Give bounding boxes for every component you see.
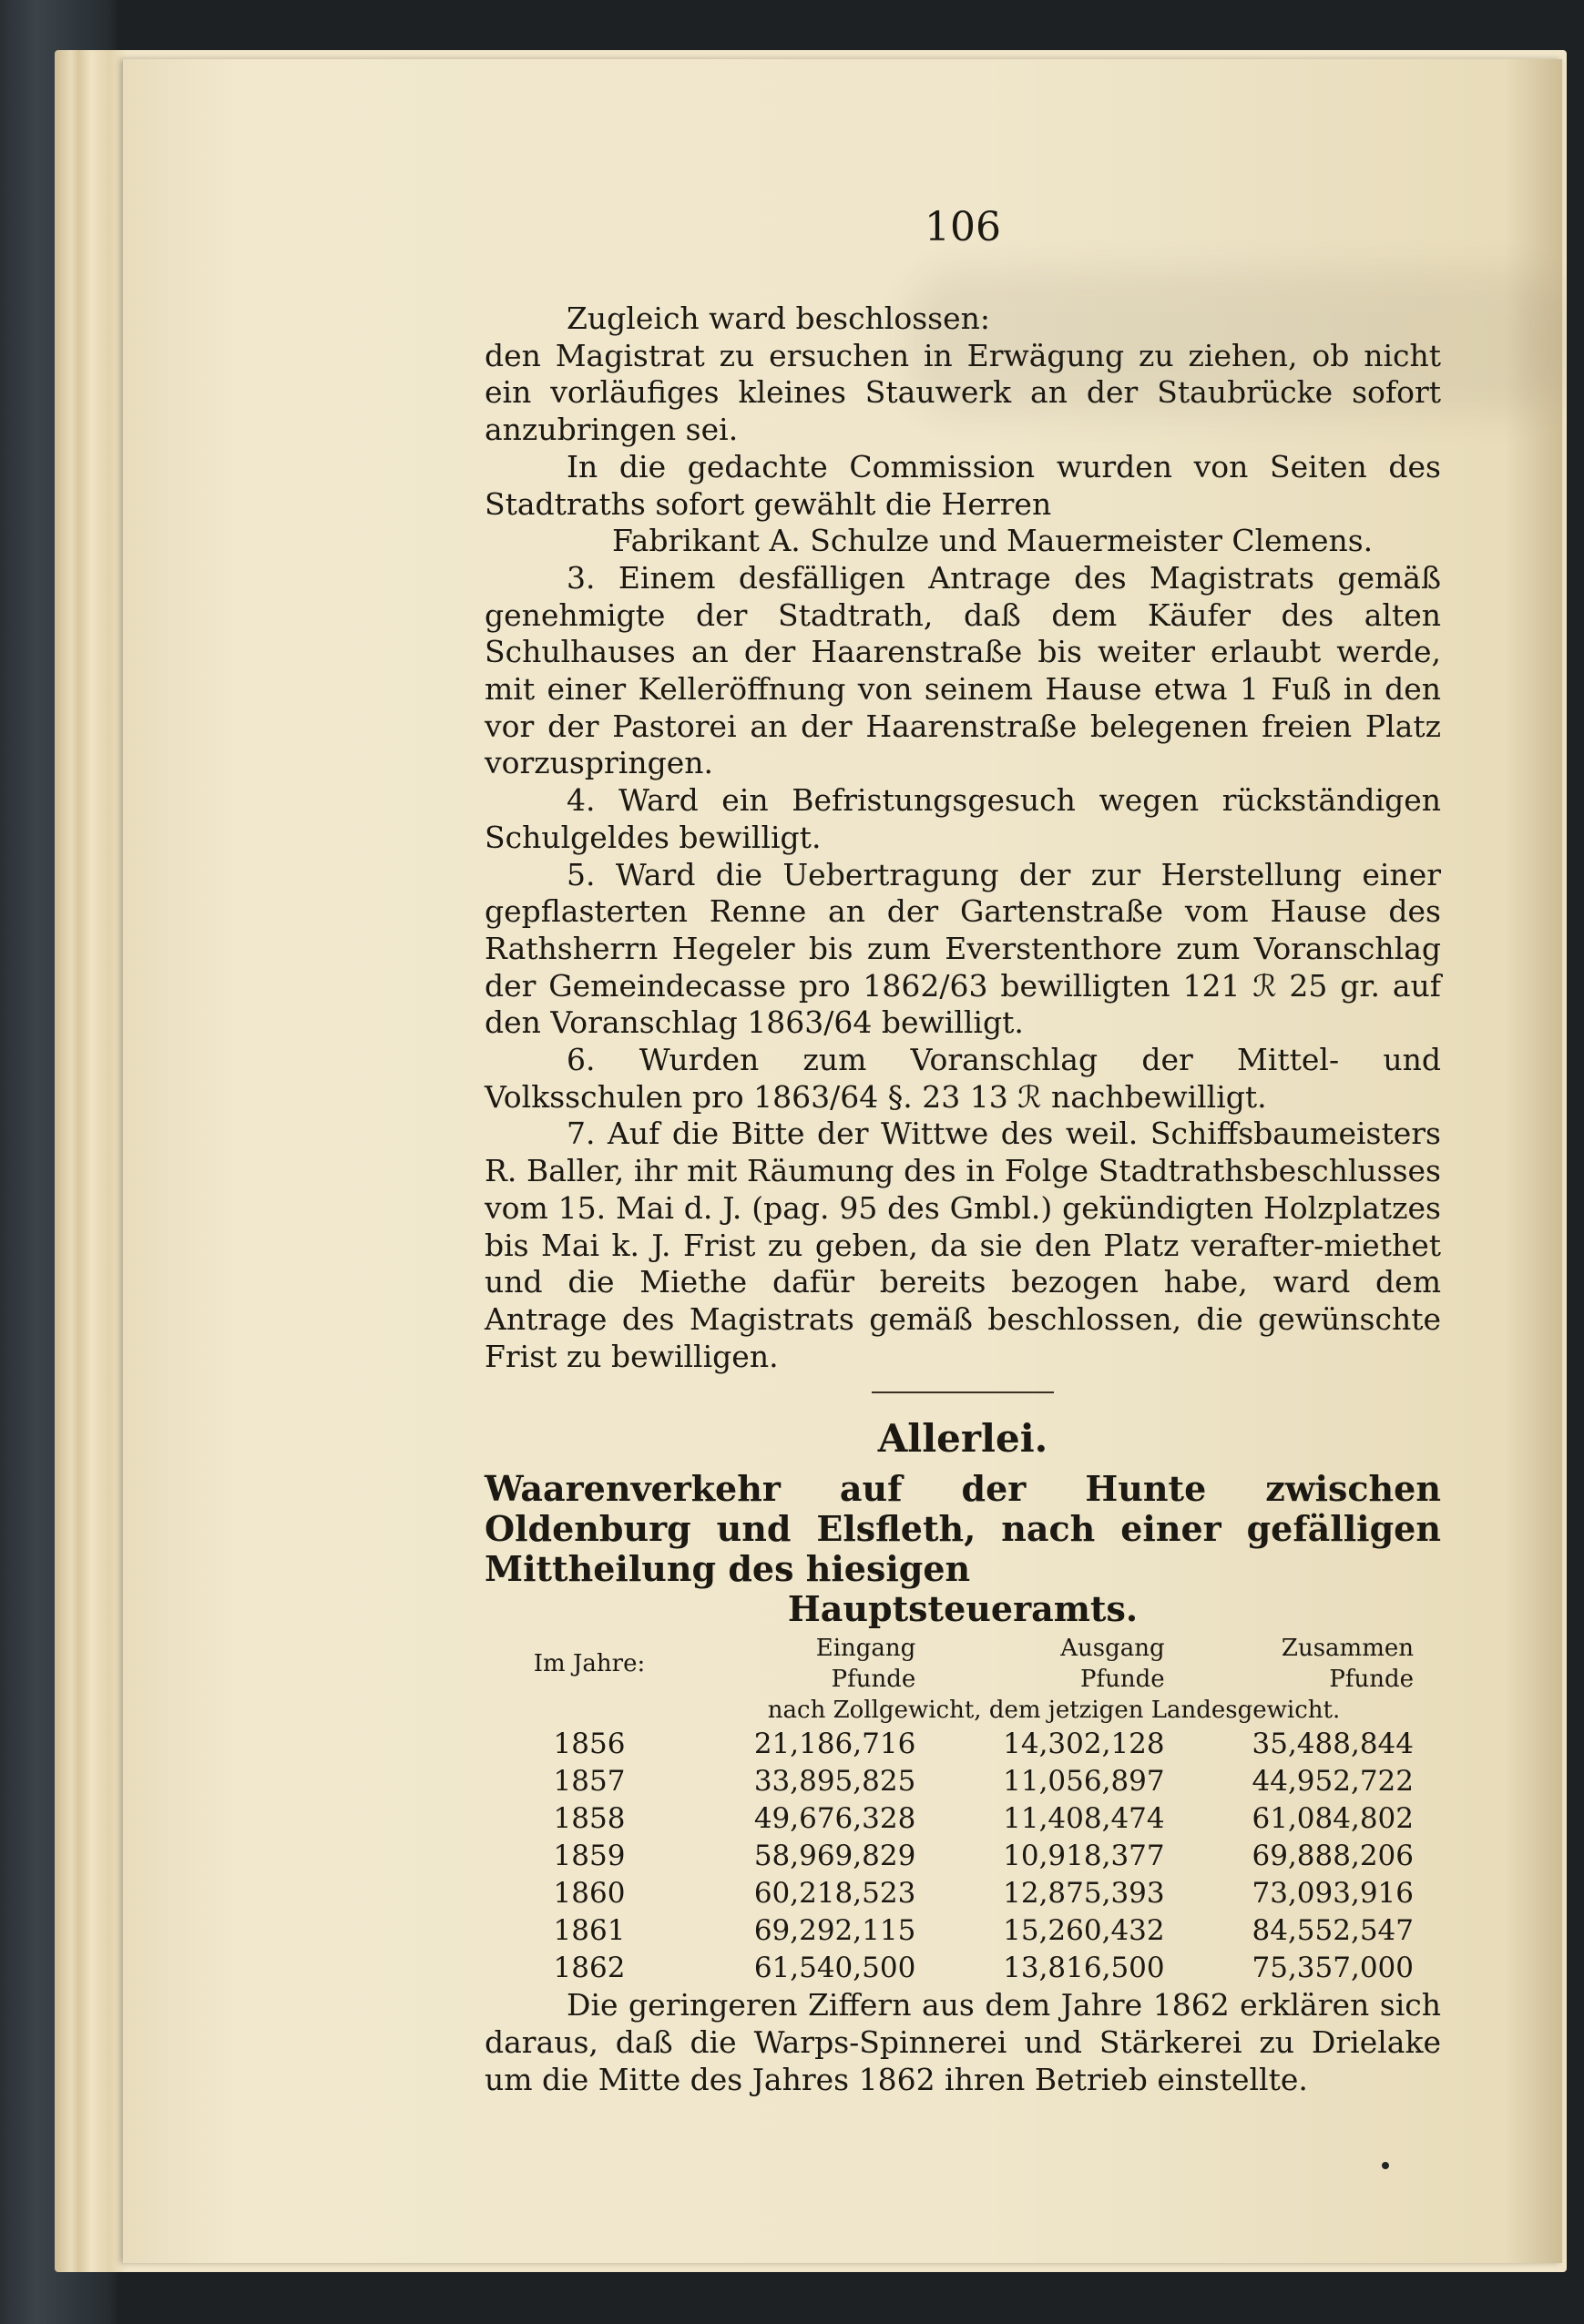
in-cell: 60,218,523 bbox=[753, 1877, 916, 1911]
table-row bbox=[485, 1875, 1441, 1912]
year-cell: 1856 bbox=[553, 1728, 626, 1761]
total-cell: 84,552,547 bbox=[1252, 1914, 1414, 1948]
table-header-row bbox=[485, 1633, 1441, 1664]
total-cell: 69,888,206 bbox=[1252, 1840, 1414, 1873]
total-cell: 75,357,000 bbox=[1252, 1952, 1414, 1985]
table-row bbox=[485, 1838, 1441, 1875]
paragraph-commission: In die gedachte Commission wurden von Seiten des Stadtraths sofort gewählt die Herren bbox=[485, 448, 1441, 522]
year-cell: 1860 bbox=[553, 1877, 626, 1911]
closing-paragraph: Die geringeren Ziffern aus dem Jahre 1862 erklären sich daraus, daß die Warps-Spinnerei und Stärkerei zu Drielake um die Mitte des Jahres 1862 ihren Betrieb einstellte. bbox=[485, 1987, 1441, 2097]
column-header-in: Eingang bbox=[815, 1635, 916, 1663]
in-cell: 58,969,829 bbox=[753, 1840, 916, 1873]
ink-speck bbox=[1382, 2162, 1389, 2169]
out-cell: 12,875,393 bbox=[1003, 1877, 1165, 1911]
table-row bbox=[485, 1726, 1441, 1763]
article-title: Waarenverkehr auf der Hunte zwischen Oldenburg und Elsfleth, nach einer gefälligen Mittheilung des hiesigen bbox=[485, 1468, 1441, 1590]
column-unit-out: Pfunde bbox=[1079, 1666, 1165, 1694]
in-cell: 49,676,328 bbox=[753, 1802, 916, 1836]
page-number: 106 bbox=[925, 204, 1001, 250]
total-cell: 61,084,802 bbox=[1252, 1802, 1414, 1836]
out-cell: 10,918,377 bbox=[1003, 1840, 1165, 1873]
table-row bbox=[485, 1912, 1441, 1950]
year-cell: 1858 bbox=[553, 1802, 626, 1836]
out-cell: 11,056,897 bbox=[1003, 1765, 1165, 1799]
paragraph-item-6: 6. Wurden zum Voranschlag der Mittel- und Volksschulen pro 1863/64 §. 23 13 ℛ nachbewilligt. bbox=[485, 1042, 1441, 1115]
paragraph-item-5: 5. Ward die Uebertragung der zur Herstellung einer gepflasterten Renne an der Gartenstraße vom Hause des Rathsherrn Hegeler bis zum Everstenthore zum Voranschlag der Gemeindecasse pro 1862/63 bewilligten 121 ℛ 25 gr. auf den Voranschlag 1863/64 bewilligt. bbox=[485, 856, 1441, 1041]
column-header-total: Zusammen bbox=[1281, 1635, 1414, 1663]
year-cell: 1861 bbox=[553, 1914, 626, 1948]
out-cell: 15,260,432 bbox=[1003, 1914, 1165, 1948]
paragraph-item-4: 4. Ward ein Befristungsgesuch wegen rückständigen Schulgeldes bewilligt. bbox=[485, 782, 1441, 855]
column-unit-in: Pfunde bbox=[831, 1666, 916, 1694]
paragraph-intro: Zugleich ward beschlossen: bbox=[567, 301, 990, 336]
trade-table bbox=[485, 1633, 1441, 1987]
column-header-out: Ausgang bbox=[1060, 1635, 1165, 1663]
in-cell: 69,292,115 bbox=[753, 1914, 916, 1948]
column-unit-total: Pfunde bbox=[1329, 1666, 1414, 1694]
paragraph-item-7: 7. Auf die Bitte der Wittwe des weil. Schiffsbaumeisters R. Baller, ihr mit Räumung des in Folge Stadtrathsbeschlusses vom 15. Mai d. J. (pag. 95 des Gmbl.) gekündigten Holzplatzes bis Mai k. J. Frist zu geben, da sie den Platz verafter-miethet und die Miethe dafür bereits bezogen habe, ward dem Antrage des Magistrats gemäß beschlossen, die gewünschte Frist zu bewilligen. bbox=[485, 1116, 1441, 1374]
body-column bbox=[485, 301, 1441, 2098]
in-cell: 61,540,500 bbox=[753, 1952, 916, 1985]
table-unit-note-row bbox=[485, 1695, 1441, 1726]
out-cell: 11,408,474 bbox=[1003, 1802, 1165, 1836]
out-cell: 14,302,128 bbox=[1003, 1728, 1165, 1761]
year-cell: 1859 bbox=[553, 1840, 626, 1873]
table-row bbox=[485, 1800, 1441, 1838]
total-cell: 35,488,844 bbox=[1252, 1728, 1414, 1761]
table-row bbox=[485, 1763, 1441, 1800]
paragraph-resolution: den Magistrat zu ersuchen in Erwägung zu ziehen, ob nicht ein vorläufiges kleines Stauwerk an der Staubrücke sofort anzubringen sei. bbox=[485, 337, 1441, 448]
section-divider bbox=[872, 1391, 1054, 1393]
table-row bbox=[485, 1950, 1441, 1987]
in-cell: 33,895,825 bbox=[753, 1765, 916, 1799]
in-cell: 21,186,716 bbox=[753, 1728, 916, 1761]
article-title-end: Hauptsteueramts. bbox=[787, 1588, 1139, 1630]
total-cell: 44,952,722 bbox=[1252, 1765, 1414, 1799]
total-cell: 73,093,916 bbox=[1252, 1877, 1414, 1911]
section-heading: Allerlei. bbox=[877, 1416, 1048, 1462]
table-note-spacer bbox=[485, 1695, 694, 1726]
table-unit-note: nach Zollgewicht, dem jetzigen Landesgewicht. bbox=[767, 1697, 1341, 1725]
year-cell: 1857 bbox=[553, 1765, 626, 1799]
out-cell: 13,816,500 bbox=[1003, 1952, 1165, 1985]
year-column-label: Im Jahre: bbox=[533, 1650, 646, 1678]
year-cell: 1862 bbox=[553, 1952, 626, 1985]
paragraph-members: Fabrikant A. Schulze und Mauermeister Clemens. bbox=[612, 523, 1374, 559]
paragraph-item-3: 3. Einem desfälligen Antrage des Magistrats gemäß genehmigte der Stadtrath, daß dem Käufer des alten Schulhauses an der Haarenstraße bis weiter erlaubt werde, mit einer Kelleröffnung von seinem Hause etwa 1 Fuß in den vor der Pastorei an der Haarenstraße belegenen freien Platz vorzuspringen. bbox=[485, 559, 1441, 781]
